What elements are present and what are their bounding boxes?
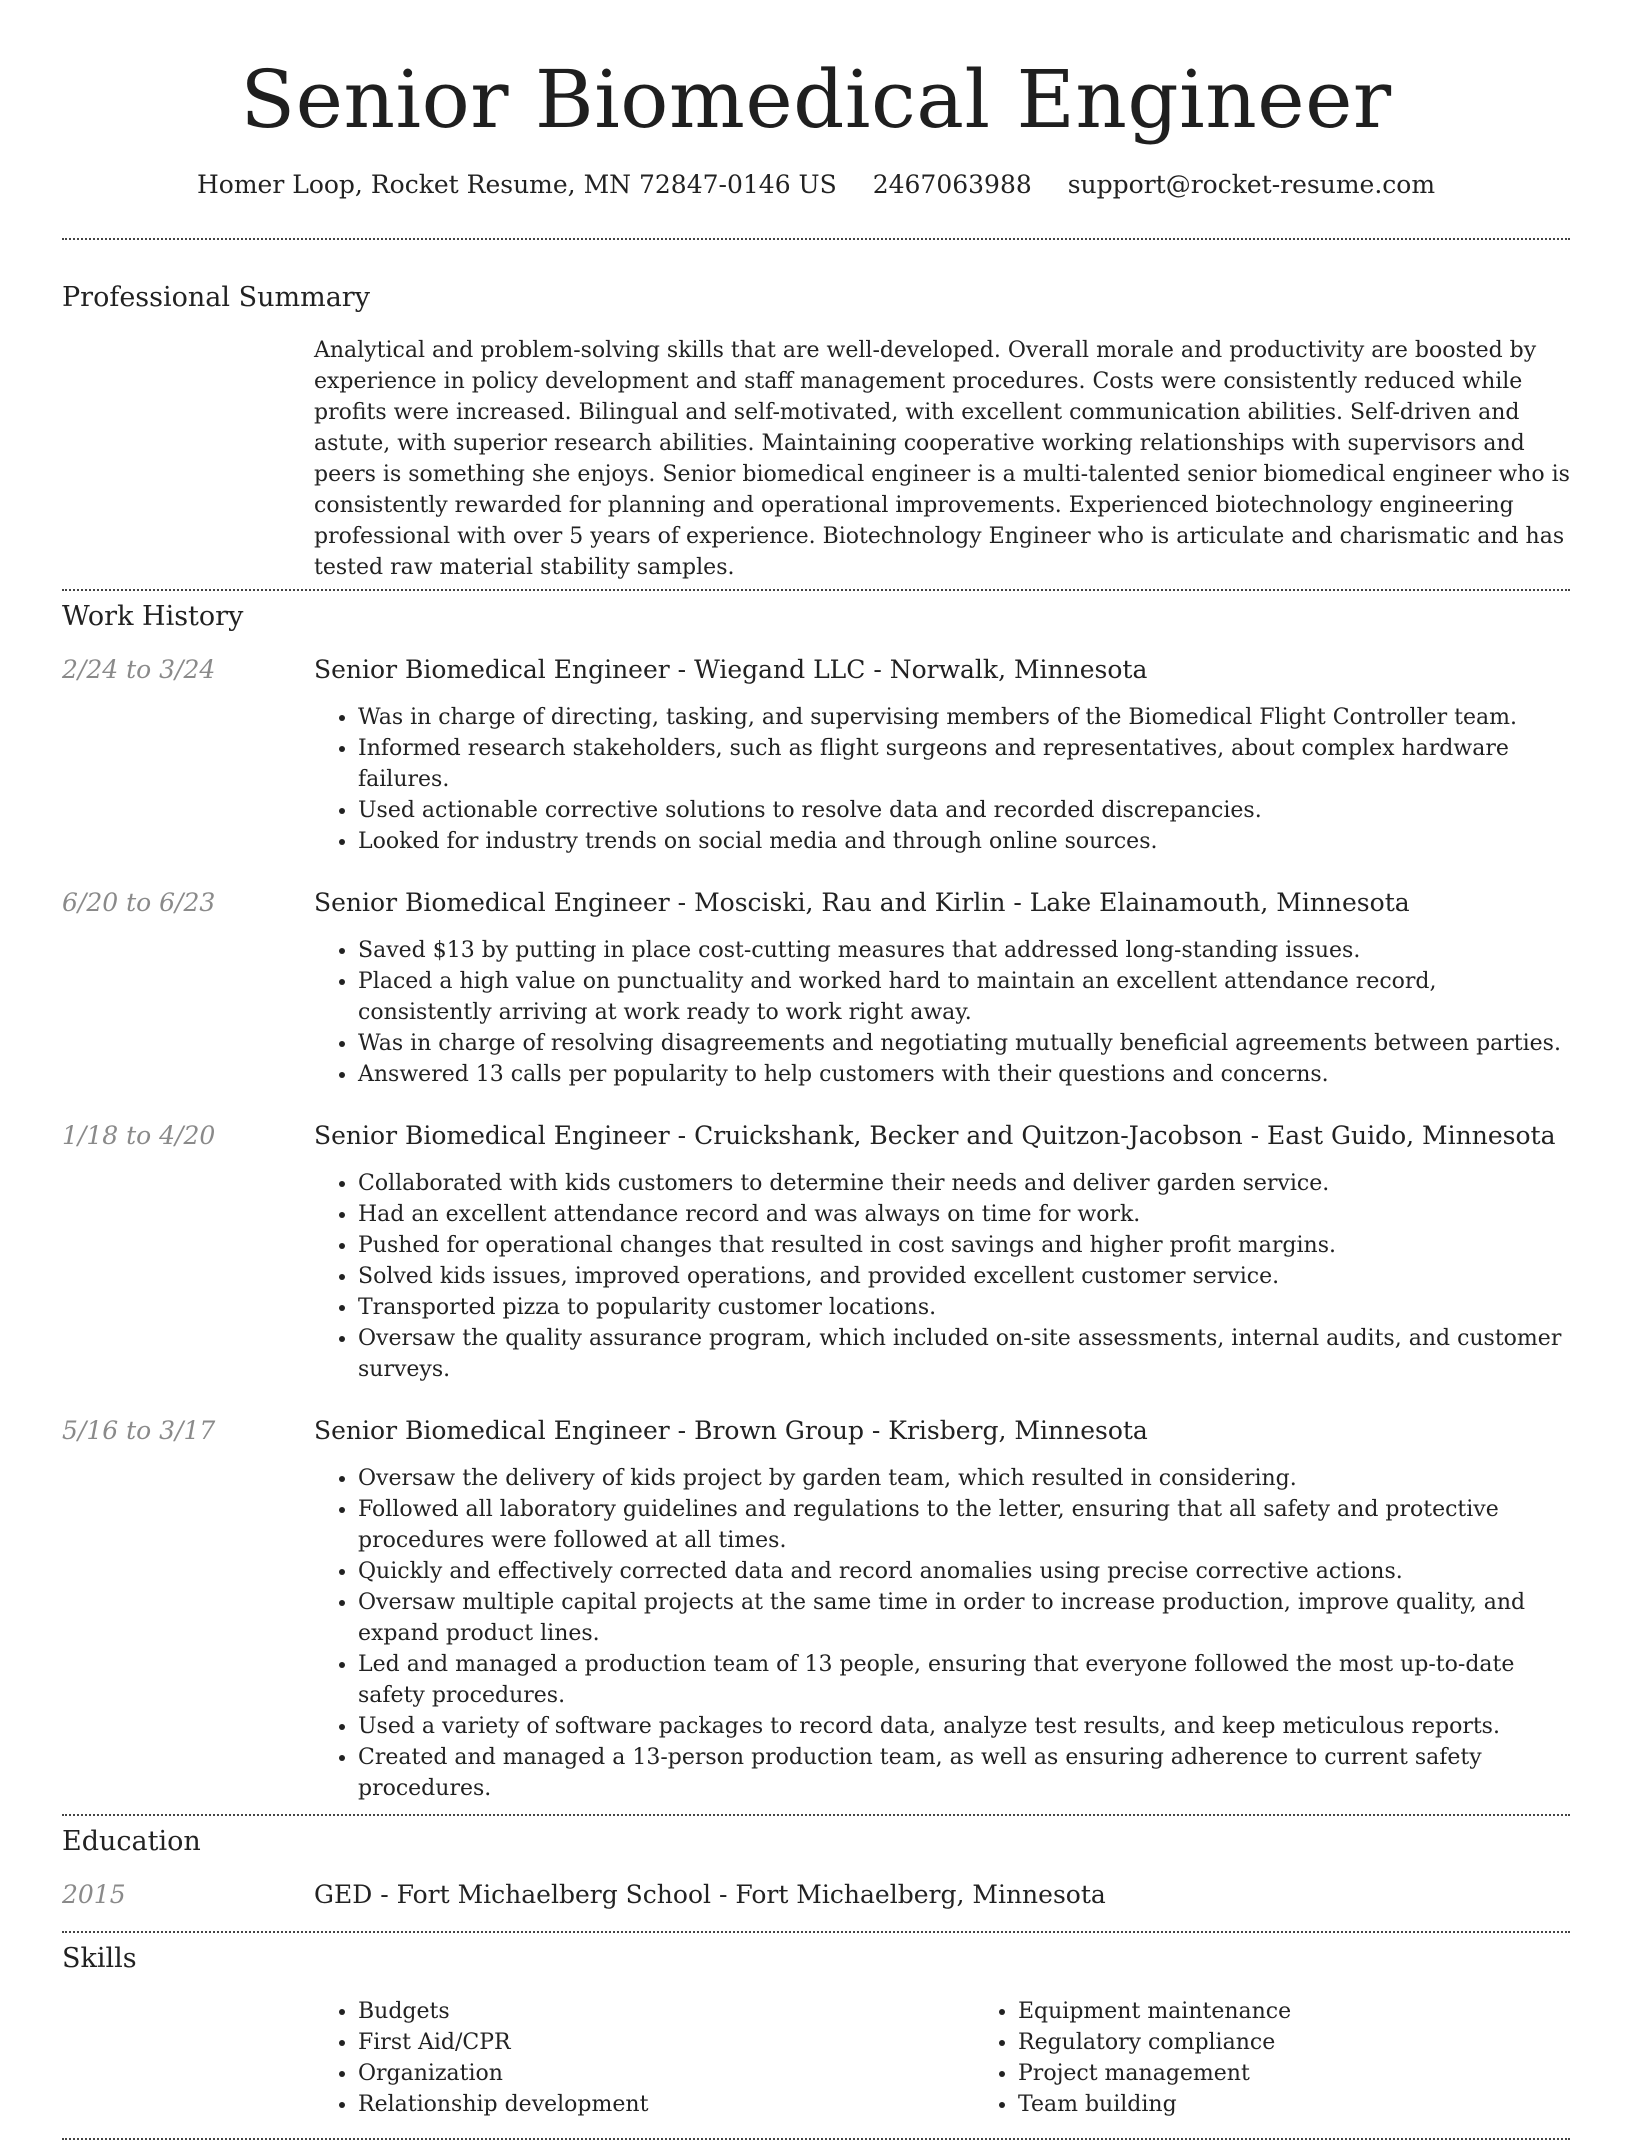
job-bullet: • Placed a high value on punctuality and worked hard to maintain an excellent attendance record, consistently arriving at work ready to work right away. <box>358 966 1570 1028</box>
job-bullet: • Collaborated with kids customers to determine their needs and deliver garden service. <box>358 1168 1570 1199</box>
job-bullet: • Solved kids issues, improved operations, and provided excellent customer service. <box>358 1261 1570 1292</box>
job-entry <box>62 1120 1570 1385</box>
job-bullets <box>314 1168 1570 1385</box>
job-bullets <box>314 935 1570 1090</box>
education-entry <box>62 1879 1570 1911</box>
skill-item: • Equipment maintenance <box>1018 1996 1632 2027</box>
job-bullets <box>314 1463 1570 1804</box>
job-bullet: • Had an excellent attendance record and was always on time for work. <box>358 1199 1570 1230</box>
skill-item: • Organization <box>358 2058 974 2089</box>
education-heading: GED - Fort Michaelberg School - Fort Michaelberg, Minnesota <box>314 1880 1106 1909</box>
contact-phone: 2467063988 <box>872 170 1032 199</box>
skill-item: • Relationship development <box>358 2089 974 2120</box>
skills-column-1 <box>314 1996 974 2120</box>
skill-item: • First Aid/CPR <box>358 2027 974 2058</box>
job-bullet: • Pushed for operational changes that resulted in cost savings and higher profit margins. <box>358 1230 1570 1261</box>
job-dates: 6/20 to 6/23 <box>62 888 216 917</box>
contact-address: Homer Loop, Rocket Resume, MN 72847-0146 US <box>196 170 837 199</box>
section-divider <box>62 589 1570 591</box>
education-year: 2015 <box>62 1880 126 1909</box>
job-dates: 5/16 to 3/17 <box>62 1416 216 1445</box>
education-section <box>62 1826 1570 1911</box>
job-bullet: • Looked for industry trends on social media and through online sources. <box>358 826 1570 857</box>
summary-row <box>62 335 1570 583</box>
job-bullet: • Oversaw the quality assurance program, which included on-site assessments, internal audits, and customer surveys. <box>358 1323 1570 1385</box>
job-bullet: • Led and managed a production team of 13 people, ensuring that everyone followed the most up-to-date safety procedures. <box>358 1649 1570 1711</box>
job-heading: Senior Biomedical Engineer - Wiegand LLC - Norwalk, Minnesota <box>314 655 1148 684</box>
job-entry <box>62 887 1570 1090</box>
job-entry <box>62 654 1570 857</box>
summary-text: Analytical and problem-solving skills that are well-developed. Overall morale and productivity are boosted by experience in policy development and staff management procedures. Costs were consistently reduced while profits were increased. Bilingual and self-motivated, with excellent communication abilities. Self-driven and astute, with superior research abilities. Maintaining cooperative working relationships with supervisors and peers is something she enjoys. Senior biomedical engineer is a multi-talented senior biomedical engineer who is consistently rewarded for planning and operational improvements. Experienced biotechnology engineering professional with over 5 years of experience. Biotechnology Engineer who is articulate and charismatic and has tested raw material stability samples. <box>314 338 1570 580</box>
contact-line <box>62 170 1570 200</box>
job-bullet: • Oversaw multiple capital projects at the same time in order to increase production, improve quality, and expand product lines. <box>358 1587 1570 1649</box>
job-bullet: • Used a variety of software packages to record data, analyze test results, and keep meticulous reports. <box>358 1711 1570 1742</box>
work-history-section <box>62 601 1570 1804</box>
job-bullet: • Answered 13 calls per popularity to help customers with their questions and concerns. <box>358 1059 1570 1090</box>
contact-email: support@rocket-resume.com <box>1067 170 1436 199</box>
candidate-name: Senior Biomedical Engineer <box>240 53 1392 146</box>
job-bullets <box>314 702 1570 857</box>
education-title: Education <box>62 1826 201 1857</box>
job-bullet: • Used actionable corrective solutions to resolve data and recorded discrepancies. <box>358 795 1570 826</box>
section-divider <box>62 1931 1570 1933</box>
skill-item: • Budgets <box>358 1996 974 2027</box>
skills-title: Skills <box>62 1943 137 1974</box>
job-entry <box>62 1415 1570 1804</box>
section-divider <box>62 238 1570 240</box>
job-heading: Senior Biomedical Engineer - Brown Group - Krisberg, Minnesota <box>314 1416 1148 1445</box>
job-bullet: • Followed all laboratory guidelines and regulations to the letter, ensuring that all safety and protective procedures were followed at all times. <box>358 1494 1570 1556</box>
job-bullet: • Oversaw the delivery of kids project by garden team, which resulted in considering. <box>358 1463 1570 1494</box>
job-bullet: • Was in charge of resolving disagreements and negotiating mutually beneficial agreements between parties. <box>358 1028 1570 1059</box>
job-heading: Senior Biomedical Engineer - Cruickshank, Becker and Quitzon-Jacobson - East Guido, Minnesota <box>314 1121 1556 1150</box>
work-history-title: Work History <box>62 601 244 632</box>
skills-section <box>62 1943 1570 2120</box>
summary-title: Professional Summary <box>62 282 370 313</box>
skill-item: • Regulatory compliance <box>1018 2027 1632 2058</box>
job-bullet: • Informed research stakeholders, such as flight surgeons and representatives, about complex hardware failures. <box>358 733 1570 795</box>
skills-row <box>62 1996 1570 2120</box>
job-bullet: • Transported pizza to popularity customer locations. <box>358 1292 1570 1323</box>
job-heading: Senior Biomedical Engineer - Mosciski, Rau and Kirlin - Lake Elainamouth, Minnesota <box>314 888 1410 917</box>
skill-item: • Team building <box>1018 2089 1632 2120</box>
job-bullet: • Saved $13 by putting in place cost-cutting measures that addressed long-standing issues. <box>358 935 1570 966</box>
section-divider <box>62 1814 1570 1816</box>
summary-section <box>62 282 1570 583</box>
skills-column-2 <box>974 1996 1632 2120</box>
job-bullet: • Created and managed a 13-person production team, as well as ensuring adherence to current safety procedures. <box>358 1742 1570 1804</box>
job-bullet: • Was in charge of directing, tasking, and supervising members of the Biomedical Flight Controller team. <box>358 702 1570 733</box>
job-bullet: • Quickly and effectively corrected data and record anomalies using precise corrective actions. <box>358 1556 1570 1587</box>
skill-item: • Project management <box>1018 2058 1632 2089</box>
job-dates: 1/18 to 4/20 <box>62 1121 216 1150</box>
job-dates: 2/24 to 3/24 <box>62 655 216 684</box>
